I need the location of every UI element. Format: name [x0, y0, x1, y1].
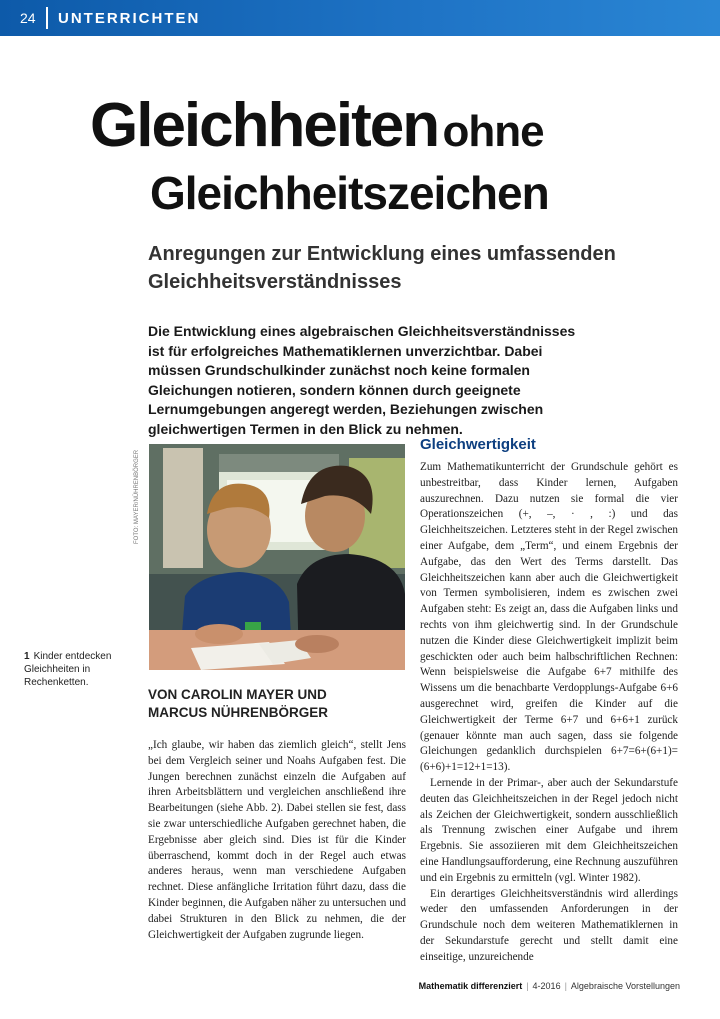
page-footer: [419, 981, 680, 991]
author-line-2: MARCUS NÜHRENBÖRGER: [148, 705, 329, 720]
body-paragraph: Zum Mathematikunterricht der Grundschule gehört es unbestreitbar, dass Kinder lernen, Aufgaben auszurechnen. Dazu nutzen sie formal die vier Operationszeichen (+, –, · , :) und das Gleichheitszeichen. Letzteres steht in der Regel zwischen einer Aufgabe, dem „Term“, und einem Ergebnis der Aufgabe, das den Wert des Terms darstellt. Das Gleichheitszeichen kann aber auch die Gleichwertigkeit von Termen symbolisieren, indem es zwischen zwei Aufgaben steht: Es zeigt an, dass die Aufgaben links und rechts von ihm gleichwertig sind. In der Grundschule nutzen die Kinder diese Gleichwertigkeit implizit beim geschickten oder auch beim halbschriftlichen Rechnen: Wenn beispielsweise die Aufgabe 6+7 mithilfe des Wissens um die benachbarte Verdopplungs-Aufgabe 6+6 ausgerechnet wird, greifen die Kinder auf die Gleichwertigkeit der Terme 6+7 und 6+6+1 zurück (genauer könnte man auch sagen, dass sie folgende Gleichungen gedanklich durchspielen 6+7=6+(6+1)=(6+6)+1=12+1=13).: [420, 461, 678, 774]
body-paragraph: Lernende in der Primar-, aber auch der Sekundarstufe deuten das Gleichheitszeichen in der Regel jedoch nicht als Zeichen der Gleichwertigkeit, sondern ausschließlich als Trennung zwischen einer Aufgabe und ihrem Ergebnis. Sie assoziieren mit dem Gleichheitszeichen eine Handlungsaufforderung, eine Rechnung auszuführen und ein Ergebnis zu ermitteln (vgl. Winter 1982).: [420, 776, 678, 884]
photo-credit: [134, 444, 146, 544]
footer-separator: |: [564, 981, 567, 991]
body-paragraph: „Ich glaube, wir haben das ziemlich gleich“, stellt Jens bei dem Vergleich seiner und Noahs Aufgaben fest. Die Jungen berechnen zunächst einzeln die Aufgaben auf ihren Arbeitsblättern und vergleichen anschließend ihre Bearbeitungen (siehe Abb. 2). Dabei stellen sie fest, dass sie zwar unterschiedliche Aufgaben gerechnet haben, die Ergebnisse aber gleich sind. Dies ist für die Kinder überraschend, kommt doch in der Regel auch etwas anderes heraus, wenn man verschiedene Aufgaben rechnet. Diese anfängliche Irritation führt dazu, dass die Kinder beginnen, die Aufgaben näher zu untersuchen und dabei Strukturen in den Blick zu nehmen, die der Gleichwertigkeit der Aufgaben zugrunde liegen.: [148, 739, 406, 941]
photo-credit-text: FOTO: MAYER/NÜHRENBÖRGER: [134, 449, 140, 544]
article-lead: Die Entwicklung eines algebraischen Gleichheitsverständnisses ist für erfolgreiches Mathematiklernen unverzichtbar. Dabei müssen Grundschulkinder zunächst noch keine formalen Gleichungen notieren, sondern können durch geeignete Lernumgebungen angeregt werden, Beziehungen zwischen gleichwertigen Termen in den Blick zu nehmen.: [148, 323, 576, 437]
caption-text: Kinder entdecken Gleichheiten in Rechenketten.: [24, 651, 112, 688]
title-line-2: Gleichheitszeichen: [150, 167, 549, 219]
header-band: [0, 0, 720, 36]
photo-caption: [24, 650, 142, 689]
author-byline: [148, 686, 408, 722]
issue-number: 4-2016: [532, 981, 561, 991]
title-line-1: [90, 90, 710, 161]
section-label: UNTERRICHTEN: [58, 9, 201, 27]
title-connector-word: ohne: [442, 107, 544, 156]
article-photo: [149, 444, 405, 670]
article-subtitle: Anregungen zur Entwicklung eines umfassenden Gleichheitsverständnisses: [148, 243, 616, 293]
title-main-word: Gleichheiten: [90, 91, 439, 160]
journal-name: Mathematik differenziert: [418, 981, 523, 991]
issue-topic: Algebraische Vorstellungen: [570, 981, 680, 991]
caption-number: 1: [24, 651, 30, 662]
footer-separator: |: [526, 981, 529, 991]
header-divider: [46, 7, 48, 29]
page-number: 24: [20, 10, 36, 26]
author-line-1: VON CAROLIN MAYER UND: [148, 687, 327, 702]
children-photo-illustration: [149, 444, 405, 670]
body-column-right: [420, 436, 678, 966]
section-heading: Gleichwertigkeit: [420, 436, 536, 453]
body-column-left: [148, 738, 406, 943]
body-paragraph: Ein derartiges Gleichheitsverständnis wird allerdings weder den umfassenden Anforderungen in der Grundschule noch dem weiteren Mathematiklernen in der Sekundarstufe gerecht und stellt damit eine einseitige, unzureichende: [420, 887, 678, 963]
